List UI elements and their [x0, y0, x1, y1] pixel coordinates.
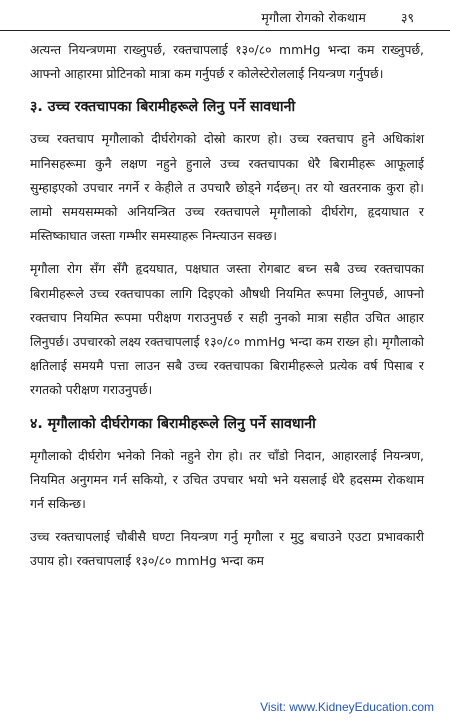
paragraph-ckd-prevention: मृगौलाको दीर्घरोग भनेको निको नहुने रोग हो। तर चाँडो निदान, आहारलाई नियन्त्रण, नियमित अनुगमन गर्न सकियो, र उचित उपचार भयो भने यसलाई धेरै हदसम्म रोकथाम गर्न सकिन्छ।: [30, 447, 424, 512]
page-header: [0, 6, 450, 31]
page-number: ३९: [400, 10, 414, 25]
paragraph-continued: अत्यन्त नियन्त्रणमा राख्नुपर्छ, रक्तचापलाई १३०/८० mmHg भन्दा कम राख्नुपर्छ, आफ्नो आहारमा प्रोटिनको मात्रा कम गर्नुपर्छ र कोलेस्टेरोललाई नियन्त्रण गर्नुपर्छ।: [30, 42, 424, 82]
paragraph-hypertension-precautions: मृगौला रोग सँग सँगै हृदयघात, पक्षघात जस्ता रोगबाट बच्न सबै उच्च रक्तचापका बिरामीहरूले उच्च रक्तचापका लागि दिइएको औषधी नियमित रूपमा लिनुपर्छ, आफ्नो रक्तचाप नियमित रूपमा परीक्षण गराउनुपर्छ र सही नुनको मात्रा सहीत उचित आहार लिनुपर्छ। उपचारको लक्ष्य रक्तचापलाई १३०/८० mmHg भन्दा कम राख्न हो। मृगौलाको क्षतिलाई समयमै पत्ता लाउन सबै उच्च रक्तचापका बिरामीहरूले प्रत्येक वर्ष पिसाब र रगतको परीक्षण गराउनुपर्छ।: [30, 261, 424, 398]
section-heading-3: ३. उच्च रक्तचापका बिरामीहरूले लिनु पर्ने सावधानी: [30, 99, 296, 116]
running-header-title: मृगौला रोगको रोकथाम: [261, 10, 366, 25]
paragraph-hypertension-cause: उच्च रक्तचाप मृगौलाको दीर्घरोगको दोस्रो कारण हो। उच्च रक्तचाप हुने अधिकांश मानिसहरूमा कुनै लक्षण नहुने हुनाले उच्च रक्तचापका धेरै बिरामीहरू आफूलाई सुम्हाइएको उपचार नगर्ने र केहीले त उपचारै छोड्ने गर्दछन्। तर यो खतरनाक कुरा हो। लामो समयसम्मको अनियन्त्रित उच्च रक्तचापले मृगौलाको दीर्घरोग, हृदयाघात र मस्तिष्काघात जस्ता गम्भीर समस्याहरू निम्त्याउन सक्छ।: [30, 131, 424, 244]
section-heading-4: ४. मृगौलाको दीर्घरोगका बिरामीहरूले लिनु पर्ने सावधानी: [30, 415, 316, 432]
page-content: [30, 38, 424, 583]
paragraph-bp-control: उच्च रक्तचापलाई चौबीसै घण्टा नियन्त्रण गर्नु मृगौला र मुटु बचाउने एउटा प्रभावकारी उपाय हो। रक्तचापलाई १३०/८० mmHg भन्दा कम: [30, 529, 424, 569]
footer-website-link[interactable]: Visit: www.KidneyEducation.com: [260, 700, 434, 714]
